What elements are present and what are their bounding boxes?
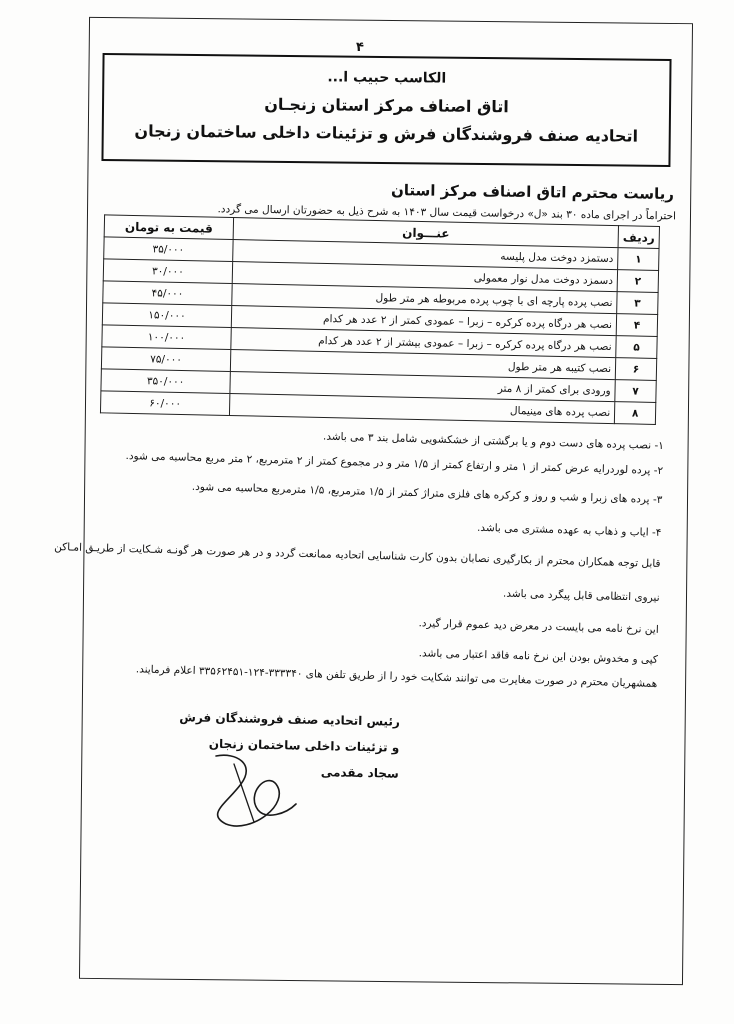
row-number: ۸: [614, 402, 655, 425]
note-item: نیروی انتظامی قابل پیگرد می باشد.: [502, 587, 660, 604]
row-number: ۷: [615, 380, 656, 403]
header-line-2: اتاق اصناف مرکز استان زنجـان: [264, 94, 509, 117]
price-table: [100, 214, 660, 425]
signature-line-1: رئیس اتحادیه صنف فروشندگان فرش: [179, 710, 400, 729]
row-number: ۱: [618, 248, 659, 271]
note-item: ۱- نصب پرده های دست دوم و یا برگشتی از خشکشویی شامل بند ۳ می باشد.: [322, 430, 664, 452]
row-title: نصب کتیبه هر متر طول: [230, 350, 616, 380]
row-title: نصب پرده پارچه ای با چوب پرده مربوطه هر متر طول: [232, 284, 618, 314]
row-number: ۲: [617, 270, 658, 293]
signature-line-2: و تزئینات داخلی ساختمان زنجان: [208, 736, 400, 755]
page-mark: ۴: [356, 40, 364, 55]
handwritten-signature: [196, 744, 306, 834]
row-number: ۴: [616, 314, 657, 337]
row-number: ۳: [617, 292, 658, 315]
header-price: قیمت به تومان: [104, 215, 233, 240]
header-line-3: اتحادیه صنف فروشندگان فرش و تزئینات داخلی ساختمان زنجان: [134, 121, 639, 146]
row-price: ۱۰۰/۰۰۰: [102, 325, 231, 350]
note-item: ۴- ایاب و ذهاب به عهده مشتری می باشد.: [476, 521, 662, 539]
header-title: عنـــوان: [233, 218, 619, 248]
letterhead-box: [101, 53, 671, 167]
note-item: قابل توجه همکاران محترم از بکارگیری نصابان بدون کارت شناسایی اتحادیه ممانعت گردد و در هر صورت هر گونـه شـکایت از طریـق امـاکن: [54, 541, 661, 570]
row-price: ۳۰/۰۰۰: [103, 259, 232, 284]
row-number: ۶: [615, 358, 656, 381]
signature-name: سجاد مقدمی: [320, 765, 399, 781]
row-price: ۳۵/۰۰۰: [104, 237, 233, 262]
row-title: دسمزد دوخت مدل نوار معمولی: [232, 262, 618, 292]
intro-text: احتراماً در اجرای ماده ۳۰ بند «ل» درخواست قیمت سال ۱۴۰۳ به شرح ذیل به حضورتان ارسال می گردد.: [217, 203, 677, 223]
header-line-1: الکاسب حبیب ا...: [327, 69, 447, 87]
row-title: دستمزد دوخت مدل پلیسه: [233, 240, 619, 270]
row-number: ۵: [616, 336, 657, 359]
row-price: ۴۵/۰۰۰: [103, 281, 232, 306]
row-title: نصب پرده های مینیمال: [229, 394, 615, 424]
addressee: ریاست محترم اتاق اصناف مرکز استان: [390, 181, 675, 203]
row-price: ۳۵۰/۰۰۰: [101, 369, 230, 394]
row-title: نصب هر درگاه پرده کرکره – زبرا – عمودی بیشتر از ۲ عدد هر کدام: [231, 328, 617, 358]
header-row-number: ردیف: [618, 226, 659, 249]
row-price: ۶۰/۰۰۰: [100, 391, 229, 416]
note-item: همشهریان محترم در صورت مغایرت می توانند شکایت خود را از طریق تلفن های ۳۳۳۳۴۰-۱۲۴-۳۳۵۶۲۴۵۱ اعلام فرمایند.: [135, 663, 658, 690]
row-price: ۷۵/۰۰۰: [101, 347, 230, 372]
note-item: این نرخ نامه می بایست در معرض دید عموم قرار گیرد.: [418, 617, 659, 636]
row-title: نصب هر درگاه پرده کرکره – زبرا – عمودی کمتر از ۲ عدد هر کدام: [231, 306, 617, 336]
note-item: کپی و مخدوش بودن این نرخ نامه فاقد اعتبار می باشد.: [418, 647, 659, 666]
note-item: ۲- پرده لوردرایه عرض کمتر از ۱ متر و ارتفاع کمتر از ۱/۵ متر و در مجموع کمتر از ۲ مترمربع، ۲ متر مربع محاسبه می شود.: [125, 449, 664, 477]
row-title: ورودی برای کمتر از ۸ متر: [230, 372, 616, 402]
row-price: ۱۵۰/۰۰۰: [102, 303, 231, 328]
note-item: ۳- پرده های زبرا و شب و روز و کرکره های فلزی متراژ کمتر از ۱/۵ مترمربع، ۱/۵ مترمربع محاسبه می شود.: [191, 480, 663, 506]
